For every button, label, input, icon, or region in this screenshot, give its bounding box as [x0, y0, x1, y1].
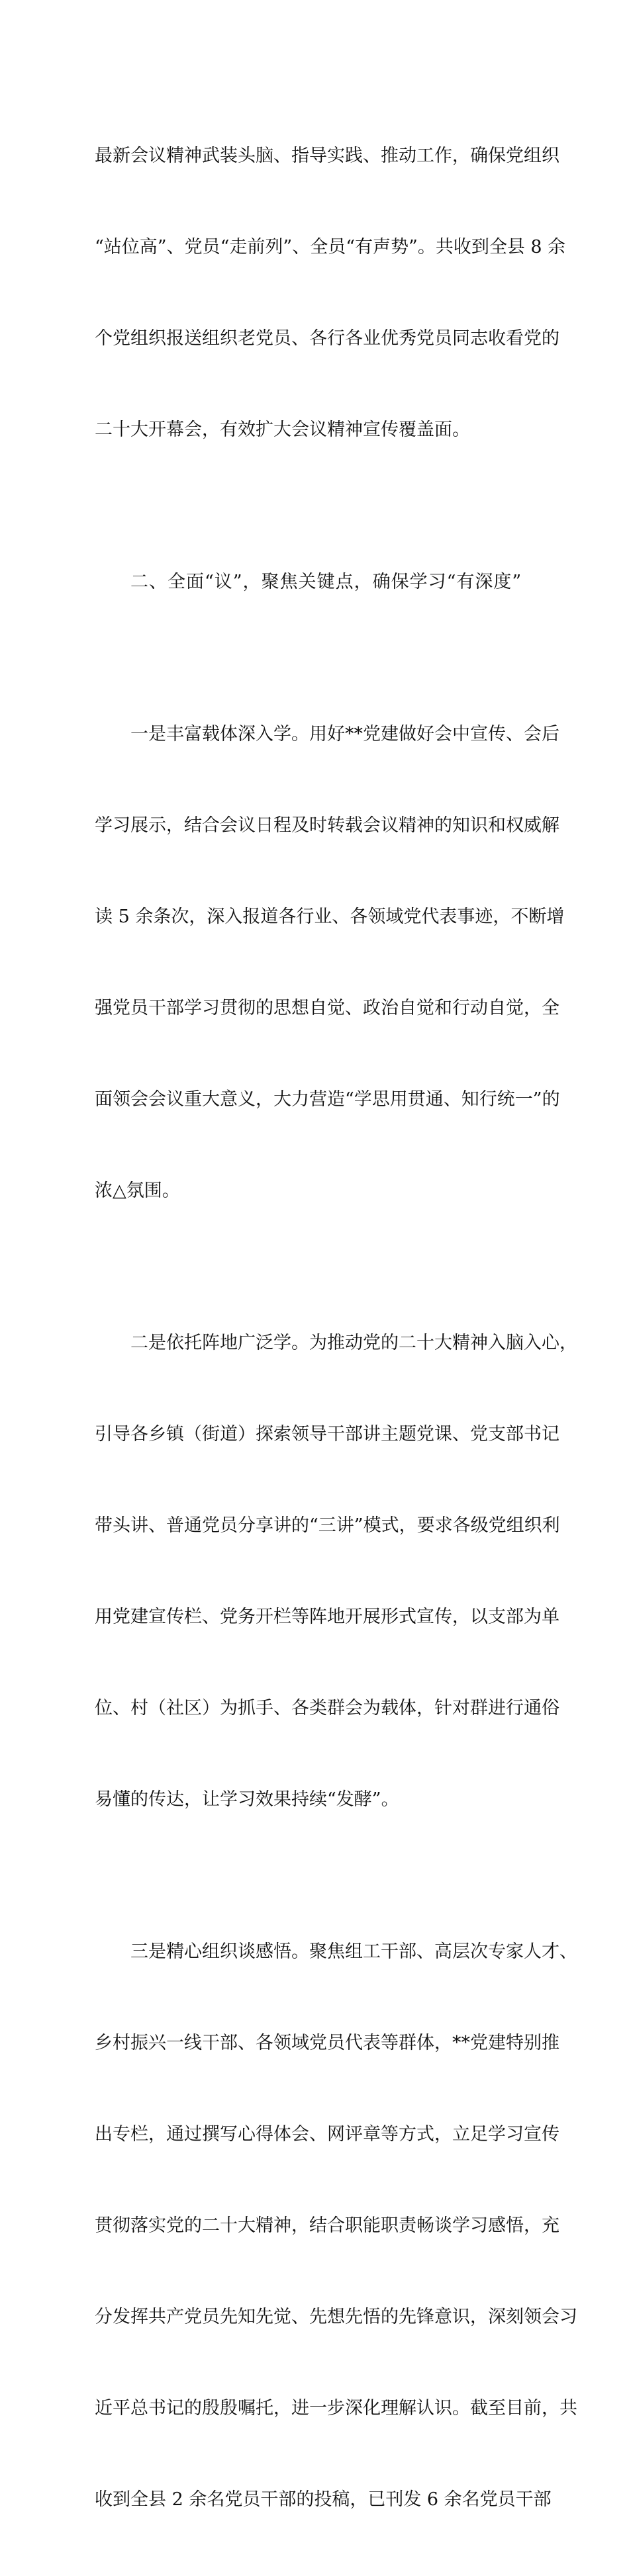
text-line: 贯彻落实党的二十大精神，结合职能职责畅谈学习感悟，充 [95, 2215, 559, 2236]
paragraph-positions [95, 1267, 577, 1876]
text-line: 引导各乡镇（街道）探索领导干部讲主题党课、党支部书记 [95, 1424, 559, 1444]
text-line: 面领会会议重大意义，大力营造“学思用贯通、知行统一”的 [95, 1089, 560, 1110]
text-line: 易懂的传达，让学习效果持续“发酵”。 [95, 1789, 399, 1810]
text-line: 用党建宣传栏、党务开栏等阵地开展形式宣传，以支部为单 [95, 1607, 559, 1627]
paragraph-insights [95, 1876, 577, 2576]
text-line: 近平总书记的殷殷嘱托，进一步深化理解认识。截至目前，共 [95, 2398, 577, 2419]
text-line: 乡村振兴一线干部、各领域党员代表等群体，**党建特别推 [95, 2033, 559, 2053]
text-line: 一是丰富载体深入学。用好**党建做好会中宣传、会后 [95, 724, 559, 744]
text-line: 三是精心组织谈感悟。聚焦组工干部、高层次专家人才、 [95, 1941, 577, 1962]
text-line: 分发挥共产党员先知先觉、先想先悟的先锋意识，深刻领会习 [95, 2307, 577, 2327]
paragraph-intro-continuation [95, 80, 566, 506]
text-line: 浓△氛围。 [95, 1180, 180, 1201]
text-line: 二十大开幕会，有效扩大会议精神宣传覆盖面。 [95, 420, 470, 440]
section-heading [95, 506, 535, 658]
text-line: 强党员干部学习贯彻的思想自觉、政治自觉和行动自觉，全 [95, 998, 559, 1018]
text-line: 读 5 余条次，深入报道各行业、各领域党代表事迹，不断增 [95, 907, 565, 927]
text-line: 二是依托阵地广泛学。为推动党的二十大精神入脑入心， [95, 1333, 577, 1353]
text-line: 个党组织报送组织老党员、各行各业优秀党员同志收看党的 [95, 328, 559, 349]
text-line: “站位高”、党员“走前列”、全员“有声势”。共收到全县 8 余 [95, 237, 566, 257]
text-line: 收到全县 2 余名党员干部的投稿，已刊发 6 余名党员干部 [95, 2489, 552, 2510]
text-line: 最新会议精神武装头脑、指导实践、推动工作，确保党组织 [95, 146, 559, 166]
section-heading-text: 二、全面“议”，聚焦关键点，确保学习“有深度” [130, 572, 522, 592]
document-body [95, 80, 577, 2576]
text-line: 出专栏，通过撰写心得体会、网评章等方式，立足学习宣传 [95, 2124, 559, 2145]
text-line: 位、村（社区）为抓手、各类群会为载体，针对群进行通俗 [95, 1698, 559, 1718]
text-line: 带头讲、普通党员分享讲的“三讲”模式，要求各级党组织利 [95, 1515, 560, 1536]
text-line: 学习展示，结合会议日程及时转载会议精神的知识和权威解 [95, 815, 559, 836]
paragraph-rich-carriers [95, 658, 565, 1267]
